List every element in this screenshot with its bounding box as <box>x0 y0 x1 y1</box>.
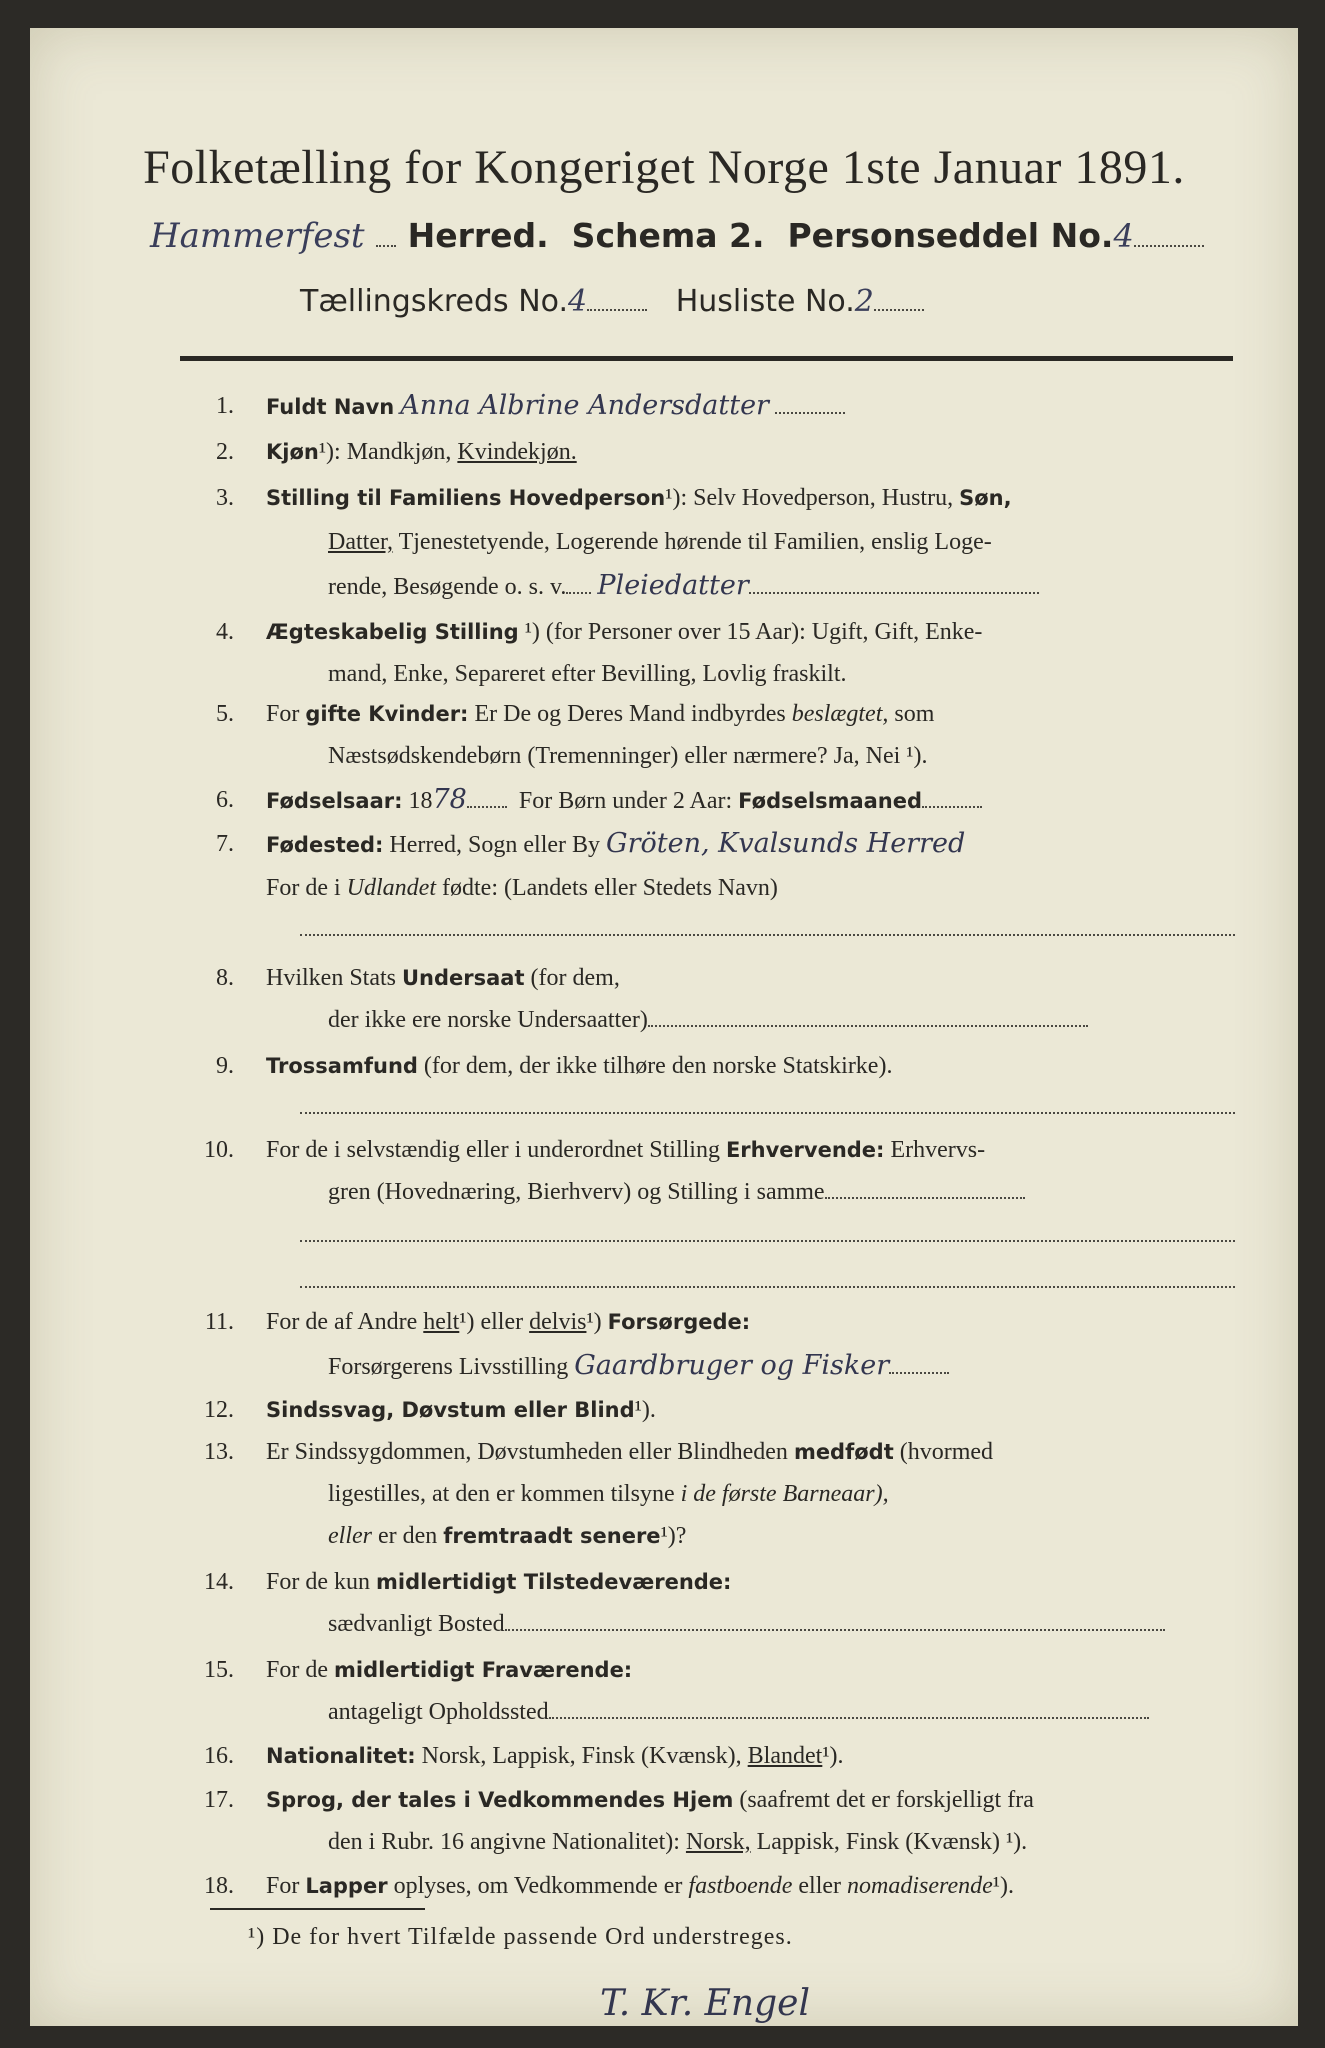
field-label: medfødt <box>793 1440 894 1464</box>
field-text: ¹). <box>992 1873 1014 1899</box>
item-number: 3. <box>216 485 234 511</box>
field-text: Norsk, Lappisk, Finsk (Kvænsk), <box>421 1743 742 1769</box>
field-text: den i Rubr. 16 angivne Nationalitet): <box>328 1829 680 1855</box>
language-selected: Norsk, <box>685 1829 751 1855</box>
field-label: midlertidigt Fraværende: <box>334 1658 633 1682</box>
item-number: 15. <box>204 1657 234 1683</box>
field-text: Er De og Deres Mand indbyrdes <box>474 701 786 727</box>
field-text-italic: beslægtet, <box>791 701 889 727</box>
item-number: 12. <box>204 1397 234 1423</box>
kreds-line <box>300 284 924 319</box>
field-label: Fødselsmaaned <box>738 789 923 813</box>
field-text: ¹). <box>822 1743 844 1769</box>
field-label: Fødested: <box>266 833 384 857</box>
schema-label: Schema 2. <box>571 216 765 255</box>
field-text-italic: fastboende <box>688 1873 793 1899</box>
field-text: ¹) eller <box>459 1309 524 1335</box>
field-label: Nationalitet: <box>266 1744 416 1768</box>
field-label: Sindssvag, Døvstum eller Blind <box>266 1398 635 1422</box>
blank-line <box>300 1238 1235 1242</box>
field-label: Sprog, der tales i Vedkommendes Hjem <box>266 1788 734 1812</box>
field-text: ¹)? <box>660 1523 687 1549</box>
item-number: 1. <box>216 393 234 419</box>
field-text-italic: Udlandet <box>346 875 436 901</box>
field-text: (for dem, der ikke tilhøre den norske Statskirke). <box>423 1053 893 1079</box>
kreds-label: Tællingskreds No. <box>300 284 568 319</box>
item-number: 16. <box>204 1743 234 1769</box>
field-text: For de i selvstændig eller i underordnet Stilling <box>266 1137 720 1163</box>
field-label: gifte Kvinder: <box>305 702 469 726</box>
footnote-rule <box>210 1908 425 1910</box>
field-text: gren (Hovednæring, Bierhverv) og Stilling i samme <box>328 1179 825 1205</box>
field-text: ¹) (for Personer over 15 Aar): Ugift, Gift, Enke- <box>524 619 983 645</box>
field-text: fødte: (Landets eller Stedets Navn) <box>442 875 778 901</box>
item-number: 7. <box>216 831 234 857</box>
field-text: ¹): Mandkjøn, <box>318 439 452 465</box>
item-number: 18. <box>204 1873 234 1899</box>
field-text-bold: Søn, <box>959 486 1012 510</box>
field-text: Erhvervs- <box>890 1137 986 1163</box>
field-text: For de af Andre <box>266 1309 418 1335</box>
field-text: Lappisk, Finsk (Kvænsk) ¹). <box>756 1829 1028 1855</box>
field-text: For de kun <box>266 1569 370 1595</box>
field-text: antageligt Opholdssted <box>328 1699 549 1725</box>
field-text: ¹). <box>634 1397 656 1423</box>
field-text: ligestilles, at den er kommen tilsyne <box>328 1481 675 1507</box>
field-text: Herred, Sogn eller By <box>389 832 601 858</box>
field-label: Fødselsaar: <box>266 789 403 813</box>
field-label: Undersaat <box>402 966 525 990</box>
item-number: 5. <box>216 701 234 727</box>
husliste-number: 2 <box>854 284 874 319</box>
item-number: 11. <box>204 1309 234 1335</box>
field-text: Hvilken Stats <box>266 965 396 991</box>
field-label: Ægteskabelig Stilling <box>266 620 519 644</box>
item-number: 13. <box>204 1439 234 1465</box>
field-text: For Børn under 2 Aar: <box>518 788 733 814</box>
form-title: Folketælling for Kongeriget Norge 1ste Januar 1891. <box>143 141 1185 194</box>
field-label: Kjøn <box>266 440 319 464</box>
field-text: er den <box>377 1523 438 1549</box>
herred-label: Herred. <box>407 216 549 255</box>
item-number: 2. <box>216 439 234 465</box>
field-text: For <box>266 701 300 727</box>
header-rule <box>180 356 1233 361</box>
item-number: 4. <box>216 619 234 645</box>
herred-name: Hammerfest <box>150 216 365 256</box>
field-text: oplyses, om Vedkommende er <box>393 1873 683 1899</box>
gender-selected: Kvindekjøn. <box>457 439 577 465</box>
field-text: ¹) <box>586 1309 602 1335</box>
field-text: For <box>266 1873 300 1899</box>
field-text: der ikke ere norske Undersaatter) <box>328 1007 648 1033</box>
field-text: mand, Enke, Separeret efter Bevilling, Lovlig fraskilt. <box>328 661 847 687</box>
field-text-italic: i de første Barneaar), <box>680 1481 889 1507</box>
item-number: 6. <box>216 787 234 813</box>
item-number: 14. <box>204 1569 234 1595</box>
item-number: 17. <box>204 1787 234 1813</box>
field-text: Næstsødskendebørn (Tremenninger) eller nærmere? Ja, Nei ¹). <box>328 743 928 769</box>
field-text: (for dem, <box>530 965 620 991</box>
personseddel-label: Personseddel No. <box>787 216 1114 255</box>
blank-line <box>300 1110 1235 1114</box>
position-selected: Datter, <box>328 529 394 555</box>
husliste-label: Husliste No. <box>675 284 855 319</box>
field-text: Tjenestetyende, Logerende hørende til Familien, enslig Loge- <box>398 529 992 555</box>
provider-occupation-value: Gaardbruger og Fisker <box>574 1350 890 1381</box>
field-label: Fuldt Navn <box>266 395 395 419</box>
field-text: rende, Besøgende o. s. v. <box>328 574 567 600</box>
field-text-italic: eller <box>328 1523 372 1549</box>
footnote: ¹) De for hvert Tilfælde passende Ord understreges. <box>248 1924 793 1950</box>
personseddel-number: 4 <box>1113 217 1134 255</box>
item-number: 9. <box>216 1053 234 1079</box>
field-label: Stilling til Familiens Hovedperson <box>266 486 666 510</box>
birthyear-prefix: 18 <box>408 788 433 814</box>
full-name-value: Anna Albrine Andersdatter <box>400 390 769 421</box>
field-label: midlertidigt Tilstedeværende: <box>376 1570 732 1594</box>
field-text: Forsørgerens Livsstilling <box>328 1354 569 1380</box>
field-text-underlined: delvis <box>529 1309 587 1335</box>
field-text: sædvanligt Bosted <box>328 1611 505 1637</box>
field-text: (saafremt det er forskjelligt fra <box>739 1787 1034 1813</box>
field-text-underlined: helt <box>423 1309 460 1335</box>
census-form-page <box>30 28 1298 2026</box>
field-label: Trossamfund <box>266 1054 418 1078</box>
field-text: Er Sindssygdommen, Døvstumheden eller Blindheden <box>266 1439 788 1465</box>
field-text: ¹): Selv Hovedperson, Hustru, <box>665 485 954 511</box>
field-text-italic: nomadiserende <box>847 1873 993 1899</box>
birthyear-value: 78 <box>432 784 467 815</box>
blank-line <box>300 1284 1235 1288</box>
field-label: Erhvervende: <box>725 1138 885 1162</box>
field-text: eller <box>798 1873 842 1899</box>
field-label: fremtraadt senere <box>443 1524 661 1548</box>
blank-line <box>300 932 1235 936</box>
herred-line <box>150 216 1204 256</box>
field-text: (hvormed <box>899 1439 994 1465</box>
item-number: 8. <box>216 965 234 991</box>
position-value: Pleiedatter <box>597 570 749 601</box>
field-text: For de i <box>266 875 341 901</box>
field-label: Forsørgede: <box>607 1310 751 1334</box>
field-label: Lapper <box>305 1874 388 1898</box>
kreds-number: 4 <box>568 284 588 319</box>
field-text: For de <box>266 1657 328 1683</box>
signature: T. Kr. Engel <box>600 1983 810 2024</box>
field-text: som <box>894 701 935 727</box>
item-number: 10. <box>204 1137 234 1163</box>
birthplace-value: Gröten, Kvalsunds Herred <box>606 828 966 859</box>
nationality-selected: Blandet <box>747 1743 823 1769</box>
